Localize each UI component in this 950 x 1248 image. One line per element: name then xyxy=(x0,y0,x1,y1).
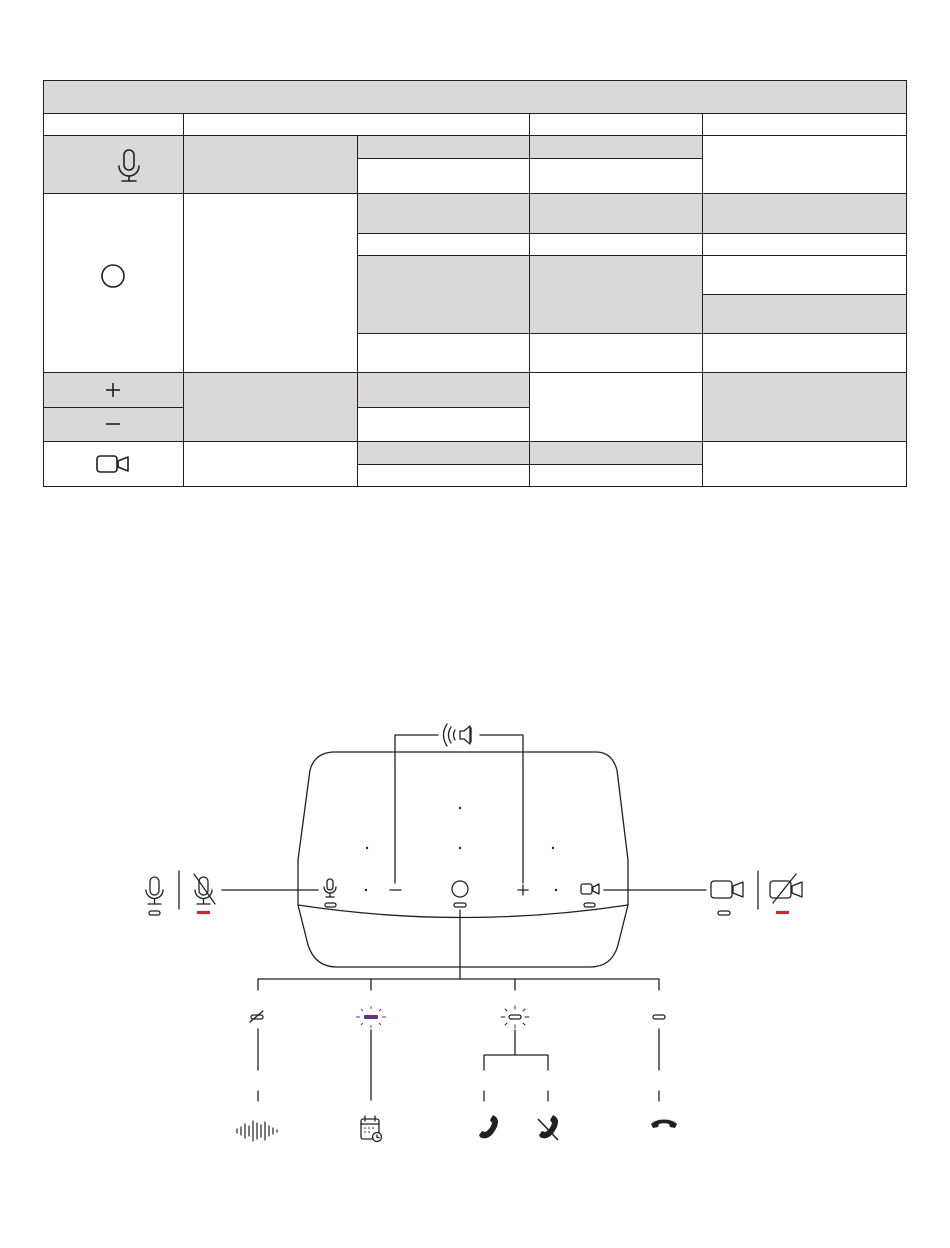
circle-button-icon xyxy=(102,265,124,287)
device-camera-button xyxy=(581,884,599,907)
teams-row-cell xyxy=(357,193,907,233)
call-decline-icon xyxy=(538,1115,558,1140)
led-off-icon xyxy=(250,1011,263,1022)
device-top-edge xyxy=(298,905,628,918)
mic-muted-red-led xyxy=(197,911,210,914)
table-title-row xyxy=(43,80,907,113)
video-off-red-led xyxy=(776,911,789,914)
volume-row-cell xyxy=(702,372,907,441)
calendar-meeting-icon xyxy=(361,1116,382,1142)
call-end-icon xyxy=(651,1120,677,1129)
mic-row-icon-cell xyxy=(43,135,357,193)
speaker-grille xyxy=(365,807,557,891)
microphone-on-icon xyxy=(146,877,163,915)
device-teams-button xyxy=(452,881,468,907)
microphone-muted-icon xyxy=(194,874,215,904)
volume-row-cell xyxy=(43,372,357,441)
video-off-icon xyxy=(770,874,802,903)
video-camera-icon xyxy=(97,456,128,472)
button-reference-table xyxy=(0,0,950,500)
led-pulsing-purple-icon xyxy=(356,1006,386,1028)
device-volume-up-button xyxy=(518,885,528,895)
call-answer-icon xyxy=(479,1115,498,1138)
led-tree-lines xyxy=(258,910,659,990)
video-on-icon xyxy=(711,881,743,915)
volume-bracket xyxy=(395,735,438,883)
volume-row-cell xyxy=(357,372,529,407)
led-pulsing-white-icon xyxy=(501,1006,529,1028)
speaker-volume-icon xyxy=(444,724,472,746)
teams-row-cell xyxy=(702,294,907,333)
device-body xyxy=(298,752,628,967)
led-steady-white-icon xyxy=(653,1015,665,1019)
audio-waveform-icon xyxy=(237,1121,277,1141)
device-mic-button xyxy=(324,879,336,907)
